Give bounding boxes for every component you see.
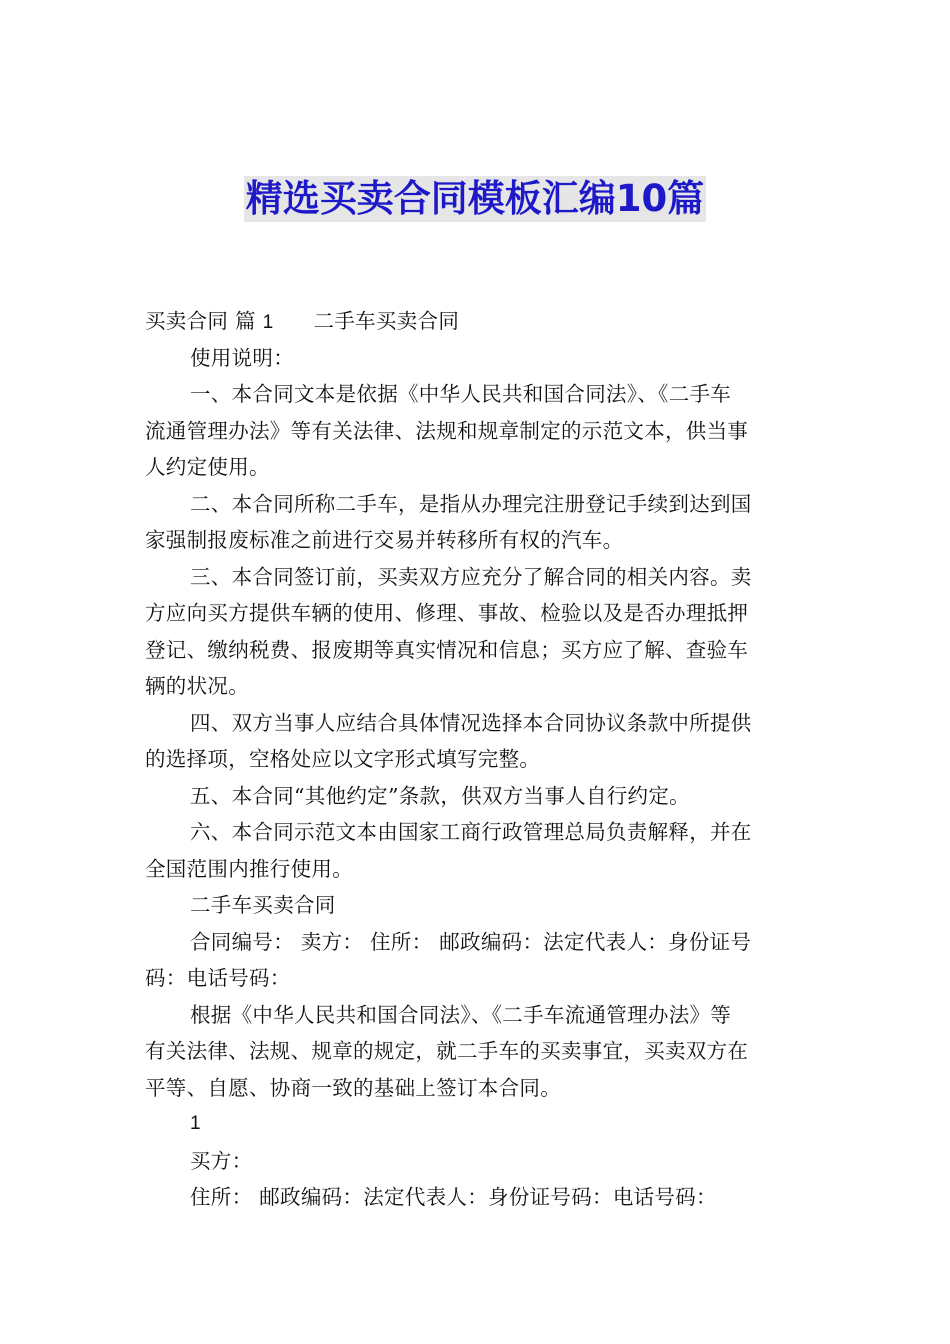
text-line: 五、本合同“其他约定”条款，供双方当事人自行约定。 — [190, 783, 690, 808]
text-line: 二、本合同所称二手车，是指从办理完注册登记手续到达到国 — [190, 491, 752, 516]
text-line: 的选择项，空格处应以文字形式填写完整。 — [145, 747, 541, 771]
text-line: 码：电话号码： — [145, 966, 291, 990]
text-line: 家强制报废标准之前进行交易并转移所有权的汽车。 — [145, 528, 624, 552]
text-line: 辆的状况。 — [145, 674, 249, 698]
text-line: 方应向买方提供车辆的使用、修理、事故、检验以及是否办理抵押 — [145, 601, 749, 625]
document-body — [145, 303, 807, 1216]
text-line: 三、本合同签订前，买卖双方应充分了解合同的相关内容。卖 — [190, 564, 752, 589]
text-line: 住所： 邮政编码：法定代表人：身份证号码：电话号码： — [190, 1185, 717, 1209]
text-line: 1 — [190, 1113, 201, 1134]
heading-part: 买卖合同 篇 — [145, 309, 256, 333]
text-line: 根据《中华人民共和国合同法》、《二手车流通管理办法》等 — [190, 1002, 732, 1027]
text-line: 登记、缴纳税费、报废期等真实情况和信息；买方应了解、查验车 — [145, 637, 749, 662]
text-line: 合同编号： 卖方： 住所： 邮政编码：法定代表人：身份证号 — [190, 929, 752, 954]
text-line: 人约定使用。 — [145, 455, 270, 479]
heading-subject: 二手车买卖合同 — [313, 309, 460, 333]
text-line: 买方： — [190, 1148, 253, 1173]
title-container — [0, 176, 950, 222]
text-line: 流通管理办法》等有关法律、法规和规章制定的示范文本，供当事 — [145, 418, 749, 443]
heading-part-number: 1 — [262, 312, 274, 333]
text-line: 使用说明： — [190, 345, 294, 370]
text-line: 平等、自愿、协商一致的基础上签订本合同。 — [145, 1075, 561, 1100]
text-line: 有关法律、法规、规章的规定，就二手车的买卖事宜，买卖双方在 — [145, 1039, 749, 1063]
text-line: 一、本合同文本是依据《中华人民共和国合同法》、《二手车 — [190, 382, 732, 406]
text-line: 四、双方当事人应结合具体情况选择本合同协议条款中所提供 — [190, 710, 752, 735]
text-line: 六、本合同示范文本由国家工商行政管理总局负责解释，并在 — [190, 820, 752, 844]
text-line: 全国范围内推行使用。 — [145, 856, 353, 881]
section-heading — [145, 303, 807, 340]
document-title: 精选买卖合同模板汇编10篇 — [245, 177, 705, 220]
text-line: 二手车买卖合同 — [190, 893, 336, 917]
